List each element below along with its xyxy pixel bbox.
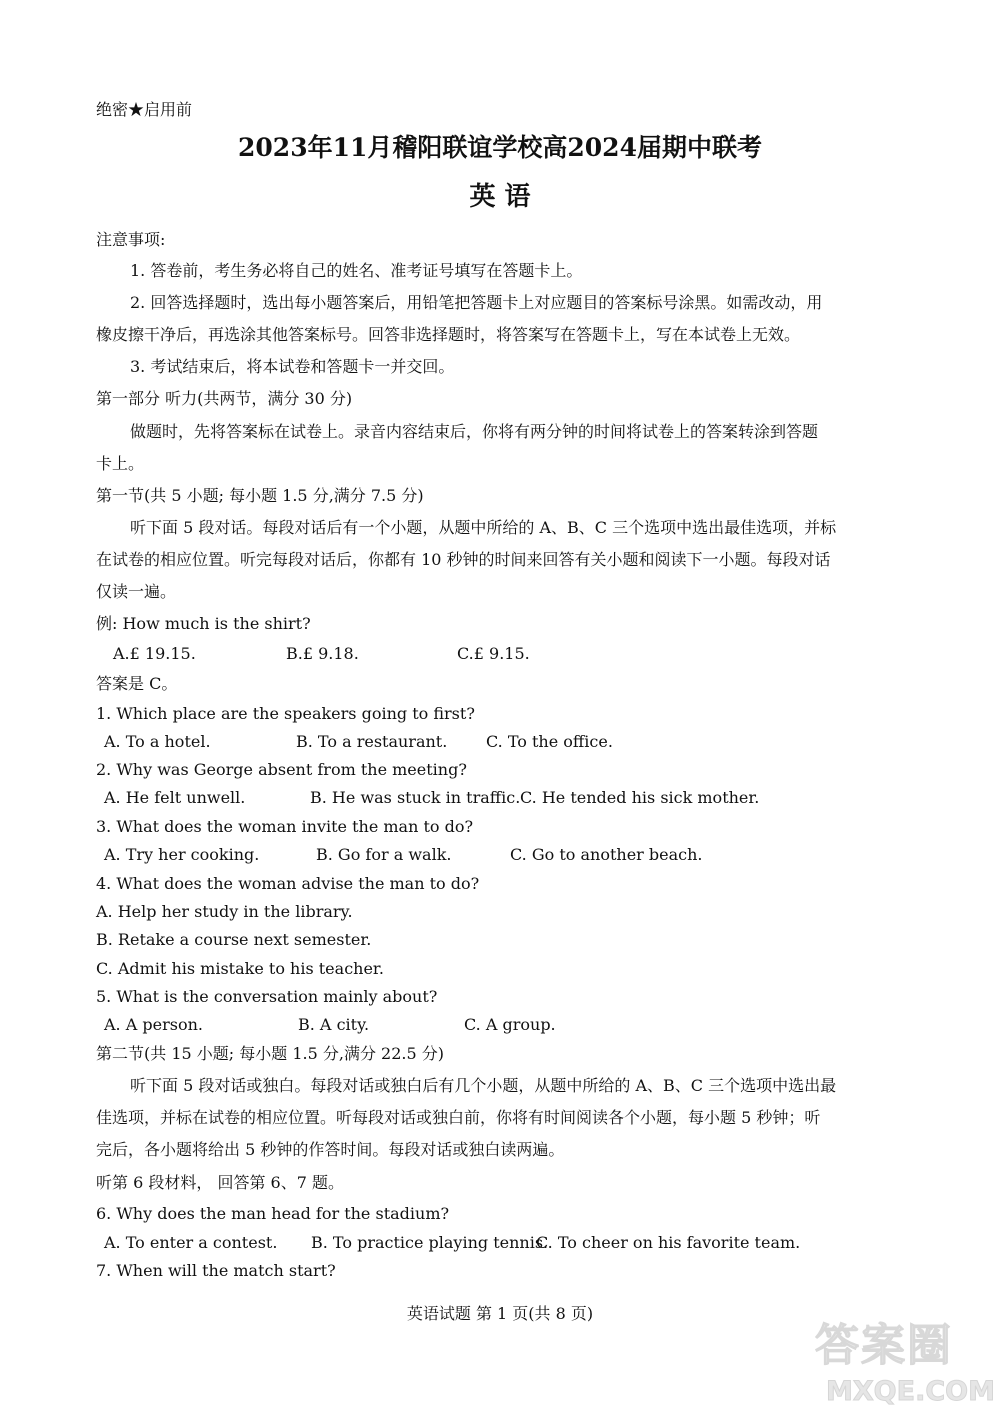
q2-option-c: C. He tended his sick mother. xyxy=(520,788,760,807)
q3-option-a: A. Try her cooking. xyxy=(104,845,260,864)
section1-intro: 听下面 5 段对话。每段对话后有一个小题，从题中所给的 A、B、C 三个选项中选出最佳选项，并标 xyxy=(130,518,837,537)
section2-intro: 完后，各小题将给出 5 秒钟的作答时间。每段对话或独白读两遍。 xyxy=(96,1140,565,1159)
q1-option-c: C. To the office. xyxy=(486,732,613,751)
part1-intro: 做题时，先将答案标在试卷上。录音内容结束后，你将有两分钟的时间将试卷上的答案转涂到答题 xyxy=(130,422,819,441)
question-7: 7. When will the match start? xyxy=(96,1261,336,1280)
q5-option-a: A. A person. xyxy=(104,1015,203,1034)
question-5: 5. What is the conversation mainly about? xyxy=(96,987,438,1006)
question-6: 6. Why does the man head for the stadium? xyxy=(96,1204,450,1223)
notice-heading: 注意事项: xyxy=(96,230,166,249)
q6-option-b: B. To practice playing tennis. xyxy=(311,1233,549,1252)
q1-option-a: A. To a hotel. xyxy=(104,732,211,751)
watermark-site-image xyxy=(826,1374,996,1406)
q5-option-c: C. A group. xyxy=(464,1015,556,1034)
example-answer: 答案是 C。 xyxy=(96,674,178,693)
question-1: 1. Which place are the speakers going to first? xyxy=(96,704,475,723)
notice-item: 橡皮擦干净后，再选涂其他答案标号。回答非选择题时，将答案写在答题卡上，写在本试卷上无效。 xyxy=(96,325,801,344)
confidential-mark: 绝密★启用前 xyxy=(96,100,193,119)
q4-option-a: A. Help her study in the library. xyxy=(96,902,353,921)
example-option-c: C.£ 9.15. xyxy=(457,644,530,663)
q5-option-b: B. A city. xyxy=(298,1015,370,1034)
part1-intro: 卡上。 xyxy=(96,454,145,473)
watermark-logo-image xyxy=(815,1318,985,1370)
subject-title: 英 语 xyxy=(469,182,531,212)
section2-intro: 佳选项，并标在试卷的相应位置。听每段对话或独白前，你将有时间阅读各个小题，每小题 5 秒钟；听 xyxy=(96,1108,821,1127)
q1-option-b: B. To a restaurant. xyxy=(296,732,448,751)
q4-option-c: C. Admit his mistake to his teacher. xyxy=(96,959,384,978)
section2-heading: 第二节(共 15 小题; 每小题 1.5 分,满分 22.5 分) xyxy=(96,1044,444,1063)
q3-option-b: B. Go for a walk. xyxy=(316,845,452,864)
q3-option-c: C. Go to another beach. xyxy=(510,845,703,864)
q6-option-a: A. To enter a contest. xyxy=(104,1233,278,1252)
question-2: 2. Why was George absent from the meeting? xyxy=(96,760,467,779)
q2-option-a: A. He felt unwell. xyxy=(104,788,246,807)
watermark-logo xyxy=(815,1318,985,1380)
material-6-heading: 听第 6 段材料， 回答第 6、7 题。 xyxy=(96,1173,344,1192)
question-4: 4. What does the woman advise the man to do? xyxy=(96,874,480,893)
notice-item: 2. 回答选择题时，选出每小题答案后，用铅笔把答题卡上对应题目的答案标号涂黑。如需改动，用 xyxy=(130,293,823,312)
example-option-a: A.£ 19.15. xyxy=(113,644,196,663)
q4-option-b: B. Retake a course next semester. xyxy=(96,930,372,949)
section1-heading: 第一节(共 5 小题; 每小题 1.5 分,满分 7.5 分) xyxy=(96,486,424,505)
notice-item: 1. 答卷前，考生务必将自己的姓名、准考证号填写在答题卡上。 xyxy=(130,261,583,280)
svg-text:MXQE.COM: MXQE.COM xyxy=(826,1376,995,1406)
section1-intro: 仅读一遍。 xyxy=(96,582,177,601)
exam-title: 2023年11月稽阳联谊学校高2024届期中联考 xyxy=(238,133,762,162)
section2-intro: 听下面 5 段对话或独白。每段对话或独白后有几个小题，从题中所给的 A、B、C 三个选项中选出最 xyxy=(130,1076,837,1095)
example-option-b: B.£ 9.18. xyxy=(286,644,359,663)
q6-option-c: C. To cheer on his favorite team. xyxy=(536,1233,801,1252)
notice-item: 3. 考试结束后，将本试卷和答题卡一并交回。 xyxy=(130,357,455,376)
svg-text:答案圈: 答案圈 xyxy=(815,1320,953,1370)
example-question: 例: How much is the shirt? xyxy=(96,614,311,633)
page-footer: 英语试题 第 1 页(共 8 页) xyxy=(406,1304,594,1323)
q2-option-b: B. He was stuck in traffic. xyxy=(310,788,521,807)
section1-intro: 在试卷的相应位置。听完每段对话后，你都有 10 秒钟的时间来回答有关小题和阅读下一小题。每段对话 xyxy=(96,550,831,569)
watermark-site xyxy=(826,1374,996,1413)
question-3: 3. What does the woman invite the man to do? xyxy=(96,817,474,836)
part1-heading: 第一部分 听力(共两节，满分 30 分) xyxy=(96,389,353,408)
